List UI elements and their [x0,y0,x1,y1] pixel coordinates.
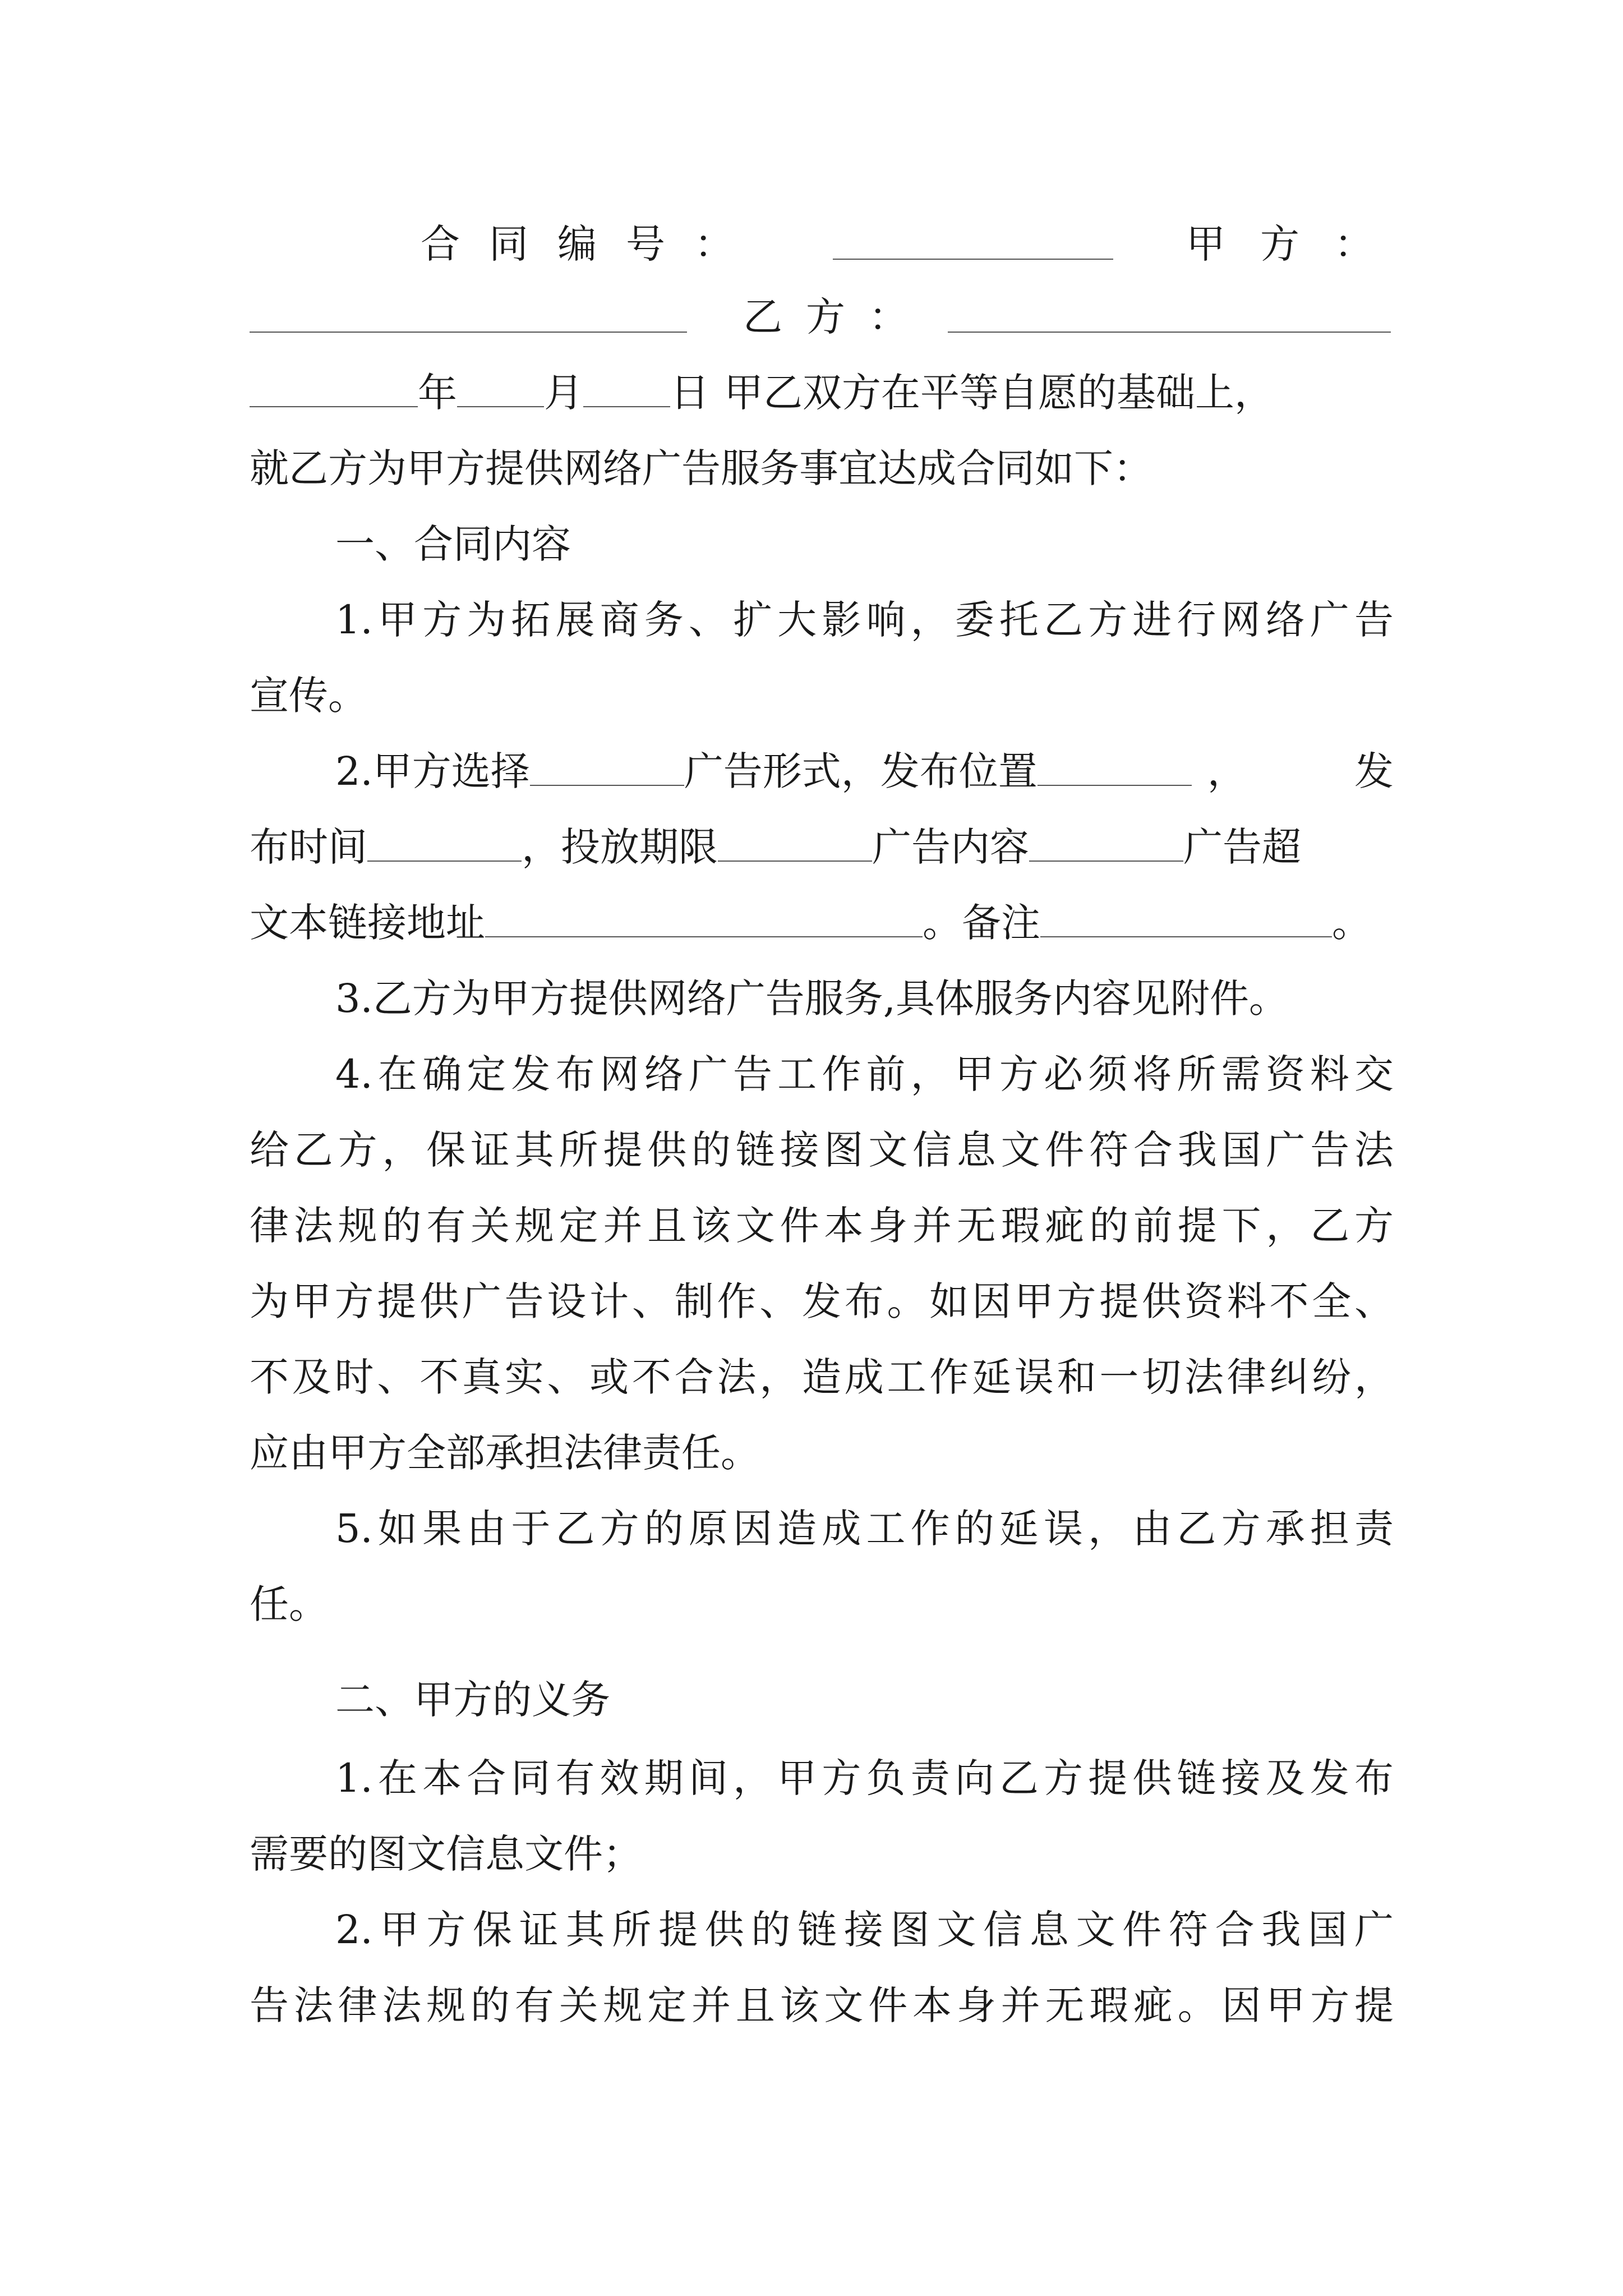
s1-item2-period: ，投放期限 [522,824,718,870]
party-a-label: 甲方： [1186,221,1408,267]
contract-no-label: 合同编号： [421,221,763,267]
s1-item2-line2 [250,813,1394,881]
s2-item2-line2: 告法律法规的有关规定并且该文件本身并无瑕疵。因甲方提 [250,1982,1394,2028]
time-blank [367,828,522,862]
s1-item2-line1 [335,738,1394,805]
s1-item2-remark: 。备注 [923,900,1040,946]
contract-header-line-1 [250,210,1408,278]
s1-item2-fa: 发 [1354,748,1394,794]
s1-item2-content: 广告内容 [872,824,1029,870]
position-blank [1038,752,1192,786]
month-label: 月 [544,370,583,416]
s1-item2-line3 [250,889,1427,956]
intro-text: 甲乙双方在平等自愿的基础上， [724,370,1274,416]
year-label: 年 [418,370,457,416]
s1-item4-line5: 不及时、不真实、或不合法，造成工作延误和一切法律纠纷， [250,1354,1394,1400]
s1-item2-link-label: 文本链接地址 [250,900,485,946]
s2-item1-line1: 1.在本合同有效期间，甲方负责向乙方提供链接及发布 [335,1755,1394,1801]
contract-no-blank [833,226,1113,260]
year-blank [250,374,418,407]
link-blank [485,904,923,937]
s1-item1-line2: 宣传。 [250,673,367,719]
content-blank [1029,828,1183,862]
s1-item4-line2: 给乙方，保证其所提供的链接图文信息文件符合我国广告法 [250,1127,1394,1173]
s1-item4-line6: 应由甲方全部承担法律责任。 [250,1430,760,1476]
s1-item2-end: 。 [1332,900,1371,946]
s1-item1-line1: 1.甲方为拓展商务、扩大影响，委托乙方进行网络广告 [335,597,1394,643]
party-b-label: 乙方： [743,294,932,340]
s1-item5-line2: 任。 [250,1581,328,1627]
s1-item2-comma: ， [1207,748,1247,794]
s1-item2-choose: 2.甲方选择 [335,748,530,794]
section-2-heading: 二、甲方的义务 [335,1677,610,1723]
s1-item2-position: 广告形式，发布位置 [684,748,1038,794]
day-blank [583,374,670,407]
s1-item2-time: 布时间 [250,824,367,870]
s1-item4-line3: 律法规的有关规定并且该文件本身并无瑕疵的前提下，乙方 [250,1203,1394,1249]
s1-item5-line1: 5.如果由于乙方的原因造成工作的延误，由乙方承担责 [335,1506,1394,1552]
month-blank [457,374,544,407]
s1-item2-hyper: 广告超 [1183,824,1301,870]
remark-blank [1040,904,1332,937]
intro-line-2: 就乙方为甲方提供网络广告服务事宜达成合同如下： [250,445,1152,491]
s1-item4-line1: 4.在确定发布网络广告工作前，甲方必须将所需资料交 [335,1051,1394,1097]
contract-header-line-2 [250,283,1394,351]
party-b-blank [948,299,1391,333]
s1-item3: 3.乙方为甲方提供网络广告服务,具体服务内容见附件。 [335,976,1289,1022]
day-label: 日 [670,370,709,416]
ad-form-blank [530,752,684,786]
s2-item1-line2: 需要的图文信息文件； [250,1831,642,1877]
date-line [250,359,1394,426]
s1-item4-line4: 为甲方提供广告设计、制作、发布。如因甲方提供资料不全、 [250,1278,1394,1324]
period-blank [718,828,872,862]
section-1-heading: 一、合同内容 [335,521,571,567]
s2-item2-line1: 2.甲方保证其所提供的链接图文信息文件符合我国广 [335,1907,1394,1953]
party-a-blank [250,299,687,333]
